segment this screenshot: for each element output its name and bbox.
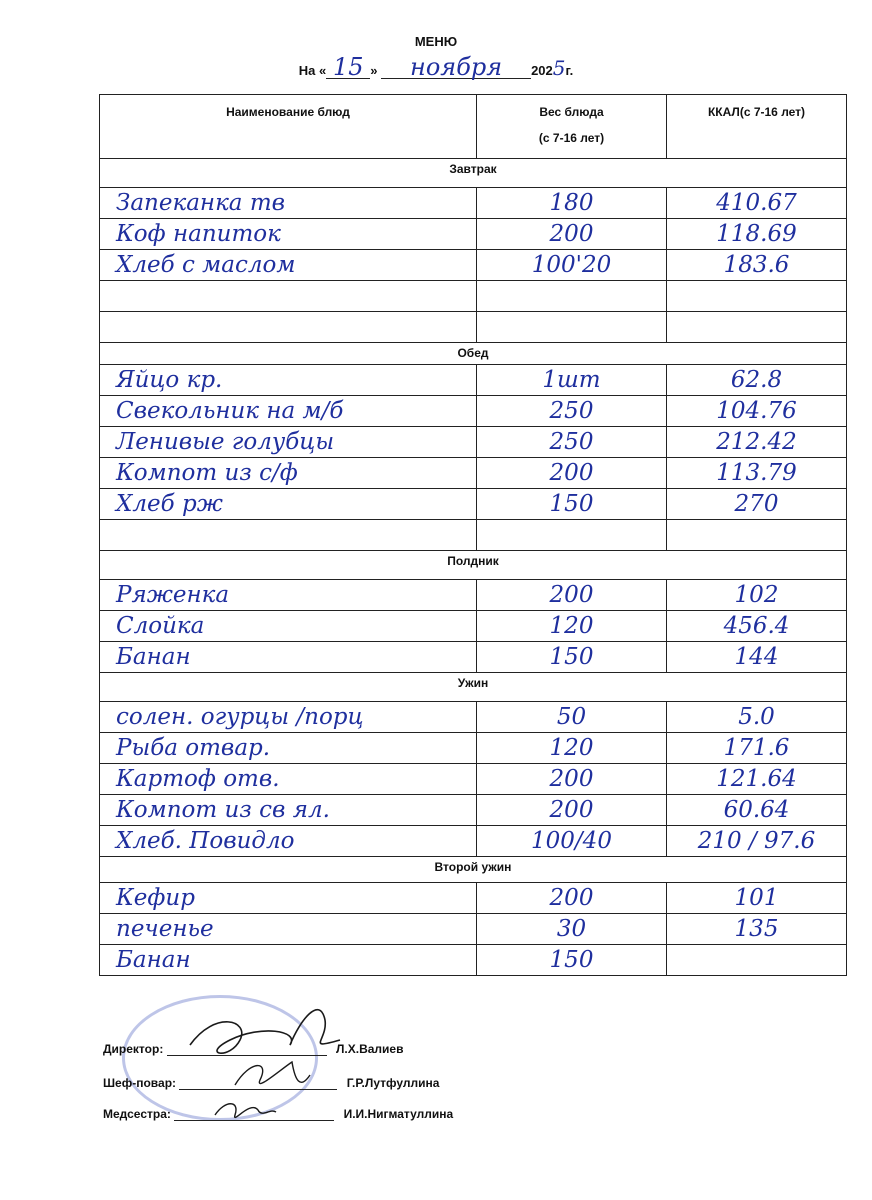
nurse-name: И.И.Нигматуллина [343, 1107, 454, 1121]
dish-name: Рыба отвар. [100, 733, 477, 764]
dish-kcal: 5.0 [667, 702, 847, 733]
dish-kcal: 113.79 [667, 458, 847, 489]
column-header-name-text: Наименование блюд [226, 105, 350, 119]
dish-weight: 120 [477, 733, 667, 764]
dish-kcal: 104.76 [667, 396, 847, 427]
page-title: МЕНЮ [414, 34, 458, 49]
dish-name: Запеканка тв [100, 188, 477, 219]
date-year-digit: 5 [552, 56, 566, 80]
dish-weight: 150 [477, 489, 667, 520]
nurse-label: Медсестра: [103, 1107, 171, 1121]
dish-name: Ряженка [100, 580, 477, 611]
nurse-signature-line [174, 1106, 334, 1121]
dish-name: Кефир [100, 883, 477, 914]
dish-name: Коф напиток [100, 219, 477, 250]
dish-weight: 200 [477, 219, 667, 250]
dish-name: Хлеб рж [100, 489, 477, 520]
date-year-suffix: г. [565, 63, 574, 78]
signature-director [103, 1041, 403, 1056]
dish-name: Ленивые голубцы [100, 427, 477, 458]
dish-kcal: 144 [667, 642, 847, 673]
dish-name: Компот из св ял. [100, 795, 477, 826]
dish-kcal: 171.6 [667, 733, 847, 764]
section-title: Второй ужин [100, 857, 847, 883]
dish-weight: 100/40 [477, 826, 667, 857]
dish-kcal: 121.64 [667, 764, 847, 795]
signature-nurse [103, 1106, 453, 1121]
dish-kcal: 410.67 [667, 188, 847, 219]
date-prefix: На « [298, 63, 327, 78]
dish-name: солен. огурцы /порц [100, 702, 477, 733]
dish-name: Свекольник на м/б [100, 396, 477, 427]
dish-name: печенье [100, 914, 477, 945]
column-header-weight-line1: Вес блюда [539, 105, 604, 119]
dish-name: Яйцо кр. [100, 365, 477, 396]
director-name: Л.Х.Валиев [336, 1042, 404, 1056]
dish-kcal: 102 [667, 580, 847, 611]
dish-name: Картоф отв. [100, 764, 477, 795]
dish-weight: 200 [477, 883, 667, 914]
dish-kcal: 101 [667, 883, 847, 914]
dish-kcal: 183.6 [667, 250, 847, 281]
dish-weight: 250 [477, 396, 667, 427]
dish-name: Банан [100, 945, 477, 976]
column-header-weight-line2: (с 7-16 лет) [538, 131, 605, 145]
column-header-kcal-text: ККАЛ(с 7-16 лет) [707, 105, 806, 119]
dish-weight: 30 [477, 914, 667, 945]
chef-label: Шеф-повар: [103, 1076, 177, 1090]
dish-kcal: 210 / 97.6 [667, 826, 847, 857]
director-signature-line [167, 1041, 327, 1056]
date-year-prefix: 202 [531, 63, 553, 78]
dish-weight: 150 [477, 945, 667, 976]
dish-name: Хлеб с маслом [100, 250, 477, 281]
dish-weight: 120 [477, 611, 667, 642]
dish-kcal: 60.64 [667, 795, 847, 826]
dish-kcal: 135 [667, 914, 847, 945]
dish-weight: 150 [477, 642, 667, 673]
dish-weight: 100'20 [477, 250, 667, 281]
dish-weight: 200 [477, 580, 667, 611]
dish-name: Компот из с/ф [100, 458, 477, 489]
dish-weight: 50 [477, 702, 667, 733]
date-day-close: » [370, 63, 378, 78]
dish-kcal: 212.42 [667, 427, 847, 458]
dish-weight: 200 [477, 458, 667, 489]
dish-weight: 180 [477, 188, 667, 219]
director-label: Директор: [103, 1042, 164, 1056]
dish-weight: 1шт [477, 365, 667, 396]
dish-weight: 200 [477, 764, 667, 795]
dish-name: Банан [100, 642, 477, 673]
chef-signature-line [179, 1075, 337, 1090]
chef-name: Г.Р.Лутфуллина [346, 1076, 440, 1090]
section-title: Ужин [100, 673, 847, 702]
dish-kcal: 270 [667, 489, 847, 520]
signature-chef [103, 1075, 439, 1090]
date-day: 15 [326, 56, 370, 79]
dish-kcal: 456.4 [667, 611, 847, 642]
section-title: Полдник [100, 551, 847, 580]
dish-name: Слойка [100, 611, 477, 642]
date-month: ноября [381, 56, 531, 79]
section-title: Завтрак [100, 159, 847, 188]
dish-kcal: 118.69 [667, 219, 847, 250]
section-title: Обед [100, 343, 847, 365]
dish-weight: 250 [477, 427, 667, 458]
dish-weight: 200 [477, 795, 667, 826]
dish-kcal: 62.8 [667, 365, 847, 396]
dish-name: Хлеб. Повидло [100, 826, 477, 857]
